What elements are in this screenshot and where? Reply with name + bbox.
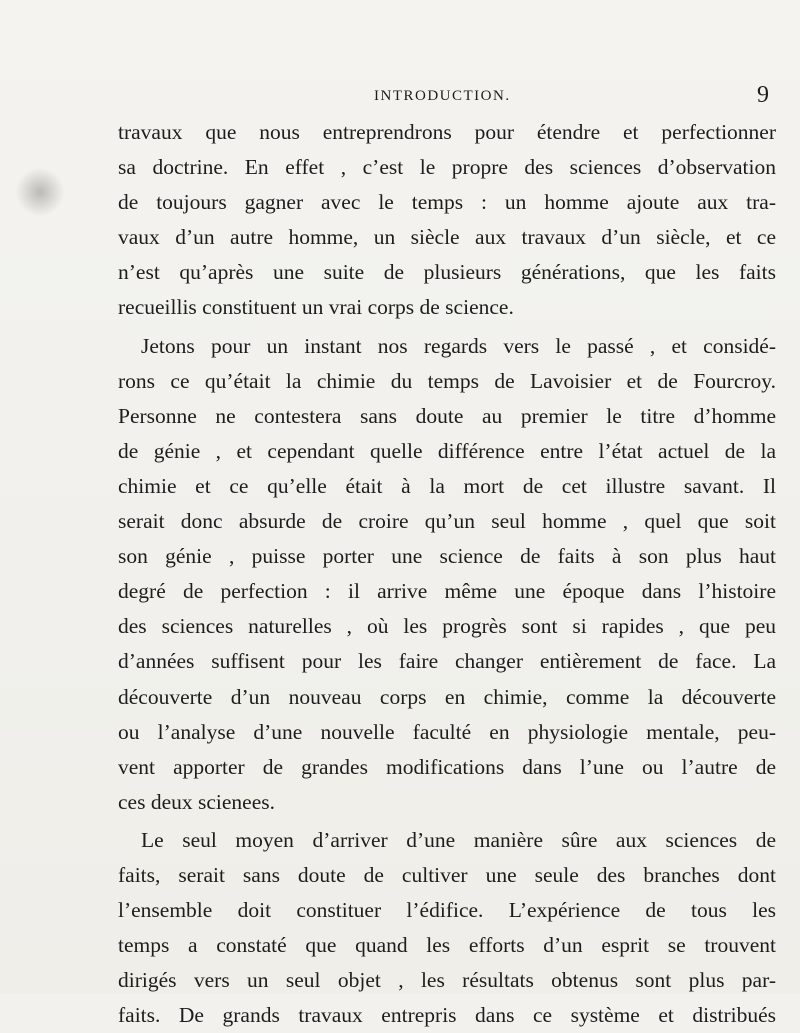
- text-line: Jetons pour un instant nos regards vers le passé , et considé-: [141, 333, 776, 358]
- page-number: 9: [757, 82, 769, 108]
- text-line: vent apporter de grandes modifications dans l’une ou l’autre de: [118, 754, 776, 779]
- text-line: sa doctrine. En effet , c’est le propre des sciences d’observation: [118, 155, 776, 180]
- text-line: faits. De grands travaux entrepris dans ce système et distribués: [118, 1003, 776, 1028]
- text-line: serait donc absurde de croire qu’un seul homme , quel que soit: [118, 509, 776, 534]
- text-line: rons ce qu’était la chimie du temps de Lavoisier et de Fourcroy.: [118, 368, 776, 393]
- text-line: n’est qu’après une suite de plusieurs générations, que les faits: [118, 260, 776, 285]
- text-line: découverte d’un nouveau corps en chimie, comme la découverte: [118, 684, 776, 709]
- running-title: INTRODUCTION.: [374, 88, 511, 104]
- text-line: des sciences naturelles , où les progrès sont si rapides , que peu: [118, 614, 776, 639]
- text-line: l’ensemble doit constituer l’édifice. L’expérience de tous les: [118, 898, 776, 923]
- text-line: de toujours gagner avec le temps : un homme ajoute aux tra-: [118, 190, 776, 215]
- body-text: [118, 115, 776, 1033]
- text-line: de génie , et cependant quelle différence entre l’état actuel de la: [118, 438, 776, 463]
- page-header: [0, 84, 800, 114]
- text-line: son génie , puisse porter une science de faits à son plus haut: [118, 544, 776, 569]
- text-line: Personne ne contestera sans doute au premier le titre d’homme: [118, 403, 776, 428]
- ink-bleed-spot: [16, 168, 64, 216]
- text-line: d’années suffisent pour les faire changer entièrement de face. La: [118, 649, 776, 674]
- text-line: dirigés vers un seul objet , les résultats obtenus sont plus par-: [118, 968, 776, 993]
- text-line: Le seul moyen d’arriver d’une manière sûre aux sciences de: [141, 827, 776, 852]
- text-line: travaux que nous entreprendrons pour étendre et perfectionner: [118, 120, 776, 144]
- text-line: recueillis constituent un vrai corps de science.: [118, 295, 514, 320]
- text-line: vaux d’un autre homme, un siècle aux travaux d’un siècle, et ce: [118, 225, 776, 250]
- text-line: chimie et ce qu’elle était à la mort de cet illustre savant. Il: [118, 473, 776, 498]
- text-line: ces deux scienees.: [118, 789, 275, 814]
- text-line: degré de perfection : il arrive même une époque dans l’histoire: [118, 579, 776, 604]
- text-line: faits, serait sans doute de cultiver une seule des branches dont: [118, 862, 776, 887]
- text-line: temps a constaté que quand les efforts d’un esprit se trouvent: [118, 933, 776, 958]
- text-line: ou l’analyse d’une nouvelle faculté en physiologie mentale, peu-: [118, 719, 776, 744]
